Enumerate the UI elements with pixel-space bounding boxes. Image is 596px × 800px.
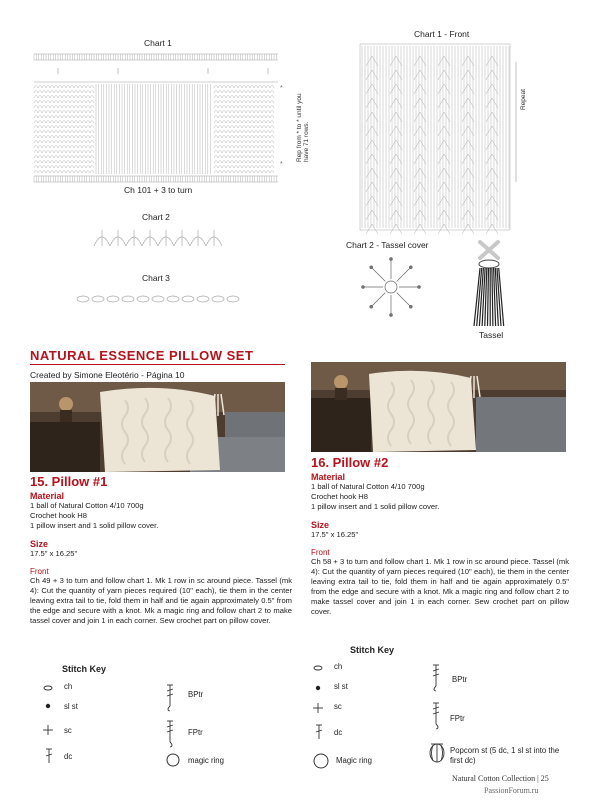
- pillow2-size: 17.5" x 16.25": [311, 530, 359, 539]
- sc-icon: [312, 702, 324, 714]
- pillow1-material-line: Crochet hook H8: [30, 511, 87, 520]
- key2-slst: sl st: [334, 682, 348, 691]
- front-chart-repeat: Repeat: [520, 89, 527, 110]
- pillow2-front-text: Ch 58 + 3 to turn and follow chart 1. Mk 1 row in sc around piece. Tassel (mk 4): Cut the quantity of yarn pieces required (10" each), tie them in the center leaving extra tail to tie, fold them in half and tie again approximately 0.5" from the edge and secure with a knot. Mk a magic ring and follow chart 2 to make tassel cover and join 1 in each corner. Sew crochet part on pillow cover.: [311, 557, 569, 616]
- bptr-icon: [430, 664, 442, 692]
- page-footer: Natural Cotton Collection | 25: [452, 774, 549, 783]
- chart2-diagram: [88, 224, 228, 252]
- key2-title: Stitch Key: [350, 645, 395, 655]
- fptr-icon: [164, 720, 176, 748]
- pillow2-material-line: 1 pillow insert and 1 solid pillow cover.: [311, 502, 440, 511]
- fptr-icon: [430, 702, 442, 730]
- pillow1-title: 15. Pillow #1: [30, 474, 108, 489]
- chart1-title: Chart 1: [144, 38, 172, 48]
- chart3-title: Chart 3: [142, 273, 170, 283]
- pillow2-material-line: Crochet hook H8: [311, 492, 368, 501]
- pillow1-material-line: 1 pillow insert and 1 solid pillow cover.: [30, 521, 159, 530]
- key1-dc: dc: [64, 752, 73, 761]
- key2-magic: Magic ring: [336, 756, 372, 765]
- chart2-title: Chart 2: [142, 212, 170, 222]
- sl-st-icon: [312, 684, 324, 692]
- key2-sc: sc: [334, 702, 342, 711]
- section-rule: [30, 364, 285, 365]
- pillow2-front-heading: Front: [311, 548, 330, 557]
- dc-icon: [313, 724, 325, 740]
- pillow2-material-line: 1 ball of Natural Cotton 4/10 700g: [311, 482, 425, 491]
- svg-text:*: *: [280, 161, 283, 168]
- pillow2-material-heading: Material: [311, 472, 346, 482]
- pillow1-material-line: 1 ball of Natural Cotton 4/10 700g: [30, 501, 144, 510]
- key1-sc: sc: [64, 726, 72, 735]
- pillow2-size-heading: Size: [311, 520, 330, 530]
- svg-text:*: *: [280, 85, 283, 92]
- chart3-diagram: [72, 290, 242, 306]
- section-credit: Created by Simone Eleotério - Página 10: [30, 370, 185, 380]
- popcorn-icon: [428, 742, 446, 764]
- key1-title: Stitch Key: [62, 664, 107, 674]
- key2-ch: ch: [334, 662, 343, 671]
- tassel-cover-title: Chart 2 - Tassel cover: [346, 240, 429, 250]
- magic-ring-icon: [312, 752, 330, 770]
- bptr-icon: [164, 684, 176, 712]
- chart1-repeat-note: Rep from * to * until you have 71 rows.: [296, 93, 310, 162]
- key1-fptr: FPtr: [188, 728, 203, 737]
- sc-icon: [42, 724, 54, 736]
- pillow1-front-heading: Front: [30, 567, 49, 576]
- pillow1-section: [30, 474, 292, 626]
- front-chart-diagram: [358, 42, 538, 234]
- pillow1-photo: [30, 382, 285, 472]
- pillow2-photo: [311, 362, 566, 452]
- magic-ring-icon: [165, 752, 181, 768]
- ch-icon: [312, 664, 324, 672]
- key2-fptr: FPtr: [450, 714, 465, 723]
- watermark: PassionForum.ru: [484, 786, 539, 795]
- front-chart-title: Chart 1 - Front: [414, 29, 470, 39]
- chart1-diagram: [28, 50, 318, 190]
- key1-ch: ch: [64, 682, 73, 691]
- pillow1-material-heading: Material: [30, 491, 65, 501]
- key1-slst: sl st: [64, 702, 78, 711]
- key2-dc: dc: [334, 728, 343, 737]
- pillow2-title: 16. Pillow #2: [311, 455, 389, 470]
- chart1-base-label: Ch 101 + 3 to turn: [124, 185, 193, 195]
- key2-bptr: BPtr: [452, 675, 468, 684]
- tassel-cover-diagram: [356, 252, 426, 322]
- sl-st-icon: [42, 702, 54, 710]
- key1-bptr: BPtr: [188, 690, 204, 699]
- tassel-label: Tassel: [479, 330, 504, 340]
- pillow1-size-heading: Size: [30, 539, 49, 549]
- dc-icon: [43, 748, 55, 764]
- key2-popcorn: Popcorn st (5 dc, 1 sl st into the first dc): [450, 746, 560, 765]
- tassel-diagram: [458, 238, 518, 330]
- ch-icon: [42, 684, 54, 692]
- key1-magic: magic ring: [188, 756, 224, 765]
- pillow1-front-text: Ch 49 + 3 to turn and follow chart 1. Mk 1 row in sc around piece. Tassel (mk 4): Cut the quantity of yarn pieces required (10" each), tie them in the center leaving extra tail to tie, fold them in half and tie again approximately 0.5" from the edge and secure with a knot. Mk a magic ring and follow chart 2 to make tassel cover and join 1 in each corner. Sew crochet part on pillow cover.: [30, 576, 292, 625]
- pillow2-section: [311, 455, 569, 617]
- section-title: NATURAL ESSENCE PILLOW SET: [30, 348, 254, 363]
- pillow1-size: 17.5" x 16.25": [30, 549, 78, 558]
